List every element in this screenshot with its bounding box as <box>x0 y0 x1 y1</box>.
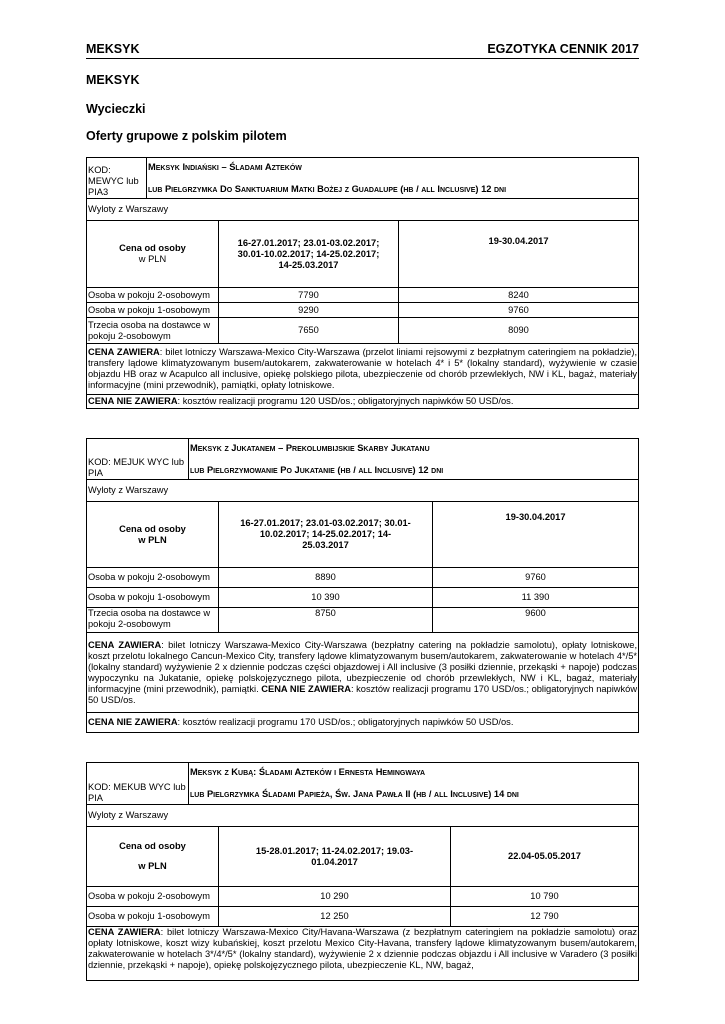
tour-code: KOD: MEKUB WYC lub PIA <box>87 763 189 805</box>
tour-code: KOD: MEWYC lub PIA3 <box>87 158 147 199</box>
tour-title <box>147 158 639 199</box>
tour-code: KOD: MEJUK WYC lub PIA <box>87 439 189 480</box>
row-value-1: 9290 <box>219 303 399 318</box>
price-includes <box>87 927 639 981</box>
includes-label: CENA ZAWIERA <box>88 347 160 357</box>
row-value-2: 12 790 <box>451 907 639 927</box>
flights-info: Wyloty z Warszawy <box>87 805 639 827</box>
price-label-2: w PLN <box>138 861 167 871</box>
heading-group-offers: Oferty grupowe z polskim pilotem <box>86 129 287 143</box>
price-label-1: Cena od osoby <box>119 523 186 534</box>
row-value-1: 7790 <box>219 288 399 303</box>
date-col-1: 16-27.01.2017; 23.01-03.02.2017; 30.01-10.02.2017; 14-25.02.2017; 14-25.03.2017 <box>219 221 399 288</box>
tour-table-2 <box>86 438 639 733</box>
heading-trips: Wycieczki <box>86 102 146 116</box>
flights-info: Wyloty z Warszawy <box>87 480 639 502</box>
tour-title-line2: lub Pielgrzymowanie Po Jukatanie (hb / all Inclusive) 12 dni <box>190 464 444 475</box>
row-label: Osoba w pokoju 2-osobowym <box>87 288 219 303</box>
excludes-label: CENA NIE ZAWIERA <box>88 717 178 727</box>
tour-title <box>189 763 639 805</box>
row-value-2: 11 390 <box>433 588 639 608</box>
row-label: Osoba w pokoju 2-osobowym <box>87 568 219 588</box>
includes-text: : bilet lotniczy Warszawa-Mexico City-Warszawa (przelot liniami rejsowymi z bezpłatnym cateringiem na pokładzie), transfery lądowe klimatyzowanym busem/autokarem, zakwaterowanie w hotelach 4* i 5* (lokalny standard), wyżywienie w czasie objazdu HB oraz w Acapulco all inclusive, opiekę polskiego pilota, ubezpieczenie od chorób przewlekłych, NW i KL, bagaż, materiały informacyjne (mini przewodnik), pamiątki, opłaty lotniskowe. <box>88 347 638 390</box>
row-value-1: 10 390 <box>219 588 433 608</box>
header-left: MEKSYK <box>86 42 140 56</box>
row-value-1: 12 250 <box>219 907 451 927</box>
price-label-2: w PLN <box>138 254 167 264</box>
inline-excludes-text: : kosztów realizacji programu 170 USD/os.; obligatoryjnych napiwków 50 USD/os. <box>88 683 638 705</box>
price-includes <box>87 633 639 713</box>
row-value-2: 9760 <box>399 303 639 318</box>
date-col-1: 15-28.01.2017; 11-24.02.2017; 19.03-01.04.2017 <box>219 827 451 887</box>
price-label-1: Cena od osoby <box>119 243 186 253</box>
includes-label: CENA ZAWIERA <box>88 927 161 937</box>
row-value-1: 10 290 <box>219 887 451 907</box>
includes-label: CENA ZAWIERA <box>88 639 162 650</box>
row-label: Osoba w pokoju 1-osobowym <box>87 588 219 608</box>
price-header <box>87 502 219 568</box>
row-value-2: 9760 <box>433 568 639 588</box>
row-value-1: 8890 <box>219 568 433 588</box>
tour-table-3 <box>86 762 639 981</box>
header-right: EGZOTYKA CENNIK 2017 <box>487 42 639 56</box>
flights-info: Wyloty z Warszawy <box>87 199 639 221</box>
row-label: Osoba w pokoju 1-osobowym <box>87 303 219 318</box>
row-label: Osoba w pokoju 2-osobowym <box>87 887 219 907</box>
tour-title-line1: Meksyk Indiański – Śladami Azteków <box>148 161 302 172</box>
row-label: Trzecia osoba na dostawce w pokoju 2-osobowym <box>87 318 219 344</box>
price-excludes <box>87 713 639 733</box>
row-value-2: 8240 <box>399 288 639 303</box>
date-col-2: 22.04-05.05.2017 <box>451 827 639 887</box>
date-col-2: 19-30.04.2017 <box>433 502 639 568</box>
excludes-text: : kosztów realizacji programu 170 USD/os.; obligatoryjnych napiwków 50 USD/os. <box>177 717 514 727</box>
tour-title <box>189 439 639 480</box>
row-value-1: 8750 <box>219 608 433 633</box>
row-value-2: 8090 <box>399 318 639 344</box>
page-header <box>86 42 639 59</box>
includes-text: : bilet lotniczy Warszawa-Mexico City-Warszawa (bezpłatny catering na pokładzie samolotu), opłaty lotniskowe, koszt przelotu lokalnego Cancun-Mexico City, transfery lądowe klimatyzowanym busem/autokarem, zakwaterowanie w hotelach 4*/5* (lokalny standard) wyżywienie 2 x dziennie podczas części objazdowej i All inclusive (3 posiłki dziennie, przekąski + napoje) podczas wypoczynku na Jukatanie, opiekę polskojęzycznego pilota, ubezpieczenie od chorób przewlekłych, NW i KL, bagaż, materiały informacyjne (mini przewodnik), pamiątki. <box>88 639 638 694</box>
tour-title-line1: Meksyk z Jukatanem – Prekolumbijskie Skarby Jukatanu <box>190 442 430 453</box>
heading-country: MEKSYK <box>86 73 140 87</box>
excludes-text: : kosztów realizacji programu 120 USD/os.; obligatoryjnych napiwków 50 USD/os. <box>177 396 514 406</box>
tour-title-line2: lub Pielgrzymka Do Sanktuarium Matki Bożej z Guadalupe (hb / all Inclusive) 12 dni <box>148 183 507 194</box>
tour-title-line1: Meksyk z Kubą: Śladami Azteków i Ernesta Hemingwaya <box>190 767 426 777</box>
price-header <box>87 221 219 288</box>
date-col-2: 19-30.04.2017 <box>399 221 639 288</box>
date-col-1: 16-27.01.2017; 23.01-03.02.2017; 30.01-10.02.2017; 14-25.02.2017; 14-25.03.2017 <box>219 502 433 568</box>
inline-excludes-label: CENA NIE ZAWIERA <box>261 683 351 694</box>
price-header <box>87 827 219 887</box>
excludes-label: CENA NIE ZAWIERA <box>88 396 178 406</box>
includes-text: : bilet lotniczy Warszawa-Mexico City/Havana-Warszawa (z bezpłatnym cateringiem na pokładzie samolotu) oraz opłaty lotniskowe, koszt wizy kubańskiej, koszt przelotu Mexico City-Havana, transfery lądowe klimatyzowanym busem/autokarem, zakwaterowanie w hotelach 3*/4*/5* (lokalny standard), wyżywienie 2 x dziennie podczas objazdu i All inclusive w Varadero (3 posiłki dziennie, przekąski + napoje), opiekę polskojęzycznego pilota, ubezpieczenie KL, NW, bagaż, <box>88 927 638 970</box>
tour-table-1 <box>86 157 639 409</box>
price-excludes <box>87 395 639 409</box>
row-label: Trzecia osoba na dostawce w pokoju 2-osobowym <box>87 608 219 633</box>
tour-title-line2: lub Pielgrzymka Śladami Papieża, Św. Jana Pawła II (hb / all Inclusive) 14 dni <box>190 789 519 799</box>
price-label-2: w PLN <box>138 534 167 545</box>
row-value-2: 9600 <box>433 608 639 633</box>
row-value-2: 10 790 <box>451 887 639 907</box>
row-label: Osoba w pokoju 1-osobowym <box>87 907 219 927</box>
price-includes <box>87 344 639 395</box>
row-value-1: 7650 <box>219 318 399 344</box>
price-label-1: Cena od osoby <box>119 841 186 851</box>
